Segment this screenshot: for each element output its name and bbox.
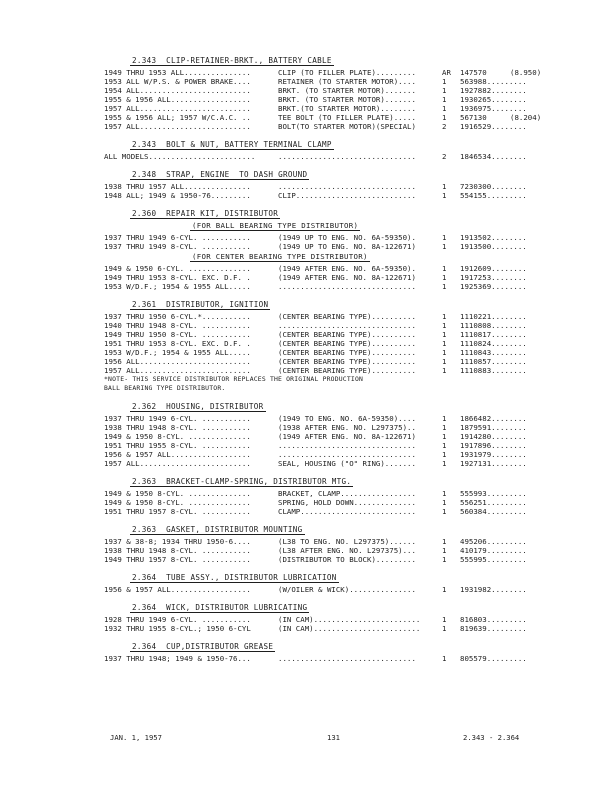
- part-number-cell: 1927882........: [460, 86, 527, 95]
- quantity-cell: 1: [442, 357, 447, 366]
- part-row: [104, 68, 564, 77]
- section-title: 2.364 WICK, DISTRIBUTOR LUBRICATING: [132, 603, 308, 612]
- section-heading: [104, 209, 564, 220]
- quantity-cell: 1: [442, 654, 447, 663]
- description-cell: RETAINER (TO STARTER MOTOR)....: [278, 77, 416, 86]
- quantity-cell: 1: [442, 366, 447, 375]
- parts-listing: [104, 56, 564, 672]
- part-row: [104, 182, 564, 191]
- part-row: [104, 122, 564, 131]
- part-number-cell: 1925369........: [460, 282, 527, 291]
- part-row: [104, 104, 564, 113]
- catalog-section: [104, 209, 564, 291]
- section-title-underline: [130, 486, 353, 487]
- part-number-cell: 1110843........: [460, 348, 527, 357]
- application-cell: 1937 THRU 1950 6-CYL.*...........: [104, 312, 251, 321]
- quantity-cell: 1: [442, 339, 447, 348]
- section-title: 2.363 BRACKET-CLAMP-SPRING, DISTRIBUTOR MTG.: [132, 477, 352, 486]
- application-cell: 1956 & 1957 ALL..................: [104, 585, 251, 594]
- application-cell: 1949 THRU 1957 8-CYL. ...........: [104, 555, 251, 564]
- quantity-cell: 1: [442, 432, 447, 441]
- quantity-cell: 1: [442, 498, 447, 507]
- section-heading: [104, 477, 564, 488]
- part-number-cell: 563988.........: [460, 77, 527, 86]
- section-heading: [104, 573, 564, 584]
- part-row: [104, 585, 564, 594]
- application-cell: 1938 THRU 1957 ALL...............: [104, 182, 251, 191]
- price-cell: (8.950): [510, 68, 542, 77]
- application-cell: 1953 W/D.F.; 1954 & 1955 ALL.....: [104, 348, 251, 357]
- part-number-cell: 1110817........: [460, 330, 527, 339]
- application-cell: 1948 ALL; 1949 & 1950-76.........: [104, 191, 251, 200]
- part-number-cell: 555993.........: [460, 489, 527, 498]
- part-row: [104, 432, 564, 441]
- application-cell: 1953 ALL W/P.S. & POWER BRAKE....: [104, 77, 251, 86]
- part-number-cell: 1917253........: [460, 273, 527, 282]
- description-cell: (CENTER BEARING TYPE)..........: [278, 330, 416, 339]
- quantity-cell: 1: [442, 441, 447, 450]
- quantity-cell: 1: [442, 423, 447, 432]
- part-row: [104, 489, 564, 498]
- catalog-section: [104, 642, 564, 663]
- description-cell: CLAMP..........................: [278, 507, 416, 516]
- part-number-cell: 819639.........: [460, 624, 527, 633]
- part-number-cell: 1110857........: [460, 357, 527, 366]
- application-cell: ALL MODELS........................: [104, 152, 256, 161]
- part-row: [104, 414, 564, 423]
- application-cell: 1953 W/D.F.; 1954 & 1955 ALL.....: [104, 282, 251, 291]
- description-cell: (CENTER BEARING TYPE)..........: [278, 348, 416, 357]
- block-subtitle-underline: [190, 230, 360, 231]
- description-cell: (CENTER BEARING TYPE)..........: [278, 312, 416, 321]
- description-cell: (DISTRIBUTOR TO BLOCK).........: [278, 555, 416, 564]
- footnote-line: *NOTE- THIS SERVICE DISTRIBUTOR REPLACES THE ORIGINAL PRODUCTION: [104, 375, 364, 383]
- application-cell: 1940 THRU 1948 8-CYL. ...........: [104, 321, 251, 330]
- part-row: [104, 95, 564, 104]
- section-heading: [104, 603, 564, 614]
- application-cell: 1951 THRU 1953 8-CYL. EXC. D.F. .: [104, 339, 251, 348]
- part-row: [104, 339, 564, 348]
- part-row: [104, 242, 564, 251]
- part-row: [104, 654, 564, 663]
- section-title-underline: [130, 149, 334, 150]
- application-cell: 1937 THRU 1949 6-CYL. ...........: [104, 414, 251, 423]
- description-cell: CLIP...........................: [278, 191, 416, 200]
- application-cell: 1949 & 1950 8-CYL. ..............: [104, 489, 251, 498]
- catalog-section: [104, 140, 564, 161]
- description-cell: ...............................: [278, 182, 416, 191]
- description-cell: (CENTER BEARING TYPE)..........: [278, 357, 416, 366]
- section-title: 2.343 BOLT & NUT, BATTERY TERMINAL CLAMP: [132, 140, 332, 149]
- description-cell: (CENTER BEARING TYPE)..........: [278, 366, 416, 375]
- part-number-cell: 1936975........: [460, 104, 527, 113]
- quantity-cell: 1: [442, 182, 447, 191]
- part-row: [104, 348, 564, 357]
- footer-section-range: 2.343 - 2.364: [463, 733, 520, 742]
- block-subtitle-underline: [190, 261, 370, 262]
- description-cell: ...............................: [278, 321, 416, 330]
- application-cell: 1954 ALL.........................: [104, 86, 251, 95]
- block-subtitle: (FOR CENTER BEARING TYPE DISTRIBUTOR): [192, 252, 368, 261]
- footer-page-number: 131: [327, 733, 340, 742]
- quantity-cell: 1: [442, 282, 447, 291]
- description-cell: BRKT.(TO STARTER MOTOR)........: [278, 104, 416, 113]
- part-number-cell: 495206.........: [460, 537, 527, 546]
- section-heading: [104, 140, 564, 151]
- part-row: [104, 441, 564, 450]
- part-number-cell: 816803.........: [460, 615, 527, 624]
- part-row: [104, 264, 564, 273]
- section-heading: [104, 402, 564, 413]
- part-row: [104, 537, 564, 546]
- part-row: [104, 113, 564, 122]
- quantity-cell: 2: [442, 152, 447, 161]
- description-cell: CLIP (TO FILLER PLATE).........: [278, 68, 416, 77]
- section-title: 2.343 CLIP-RETAINER-BRKT., BATTERY CABLE: [132, 56, 332, 65]
- description-cell: (IN CAM)........................: [278, 624, 421, 633]
- description-cell: BRKT. (TO STARTER MOTOR).......: [278, 95, 416, 104]
- part-row: [104, 450, 564, 459]
- quantity-cell: 1: [442, 459, 447, 468]
- description-cell: (L38 TO ENG. NO. L297375)......: [278, 537, 416, 546]
- part-number-cell: 1913500........: [460, 242, 527, 251]
- catalog-section: [104, 603, 564, 633]
- section-heading: [104, 300, 564, 311]
- part-row: [104, 357, 564, 366]
- quantity-cell: 1: [442, 555, 447, 564]
- quantity-cell: 1: [442, 546, 447, 555]
- quantity-cell: 1: [442, 104, 447, 113]
- quantity-cell: 1: [442, 95, 447, 104]
- part-number-cell: 1913502........: [460, 233, 527, 242]
- part-number-cell: 556251.........: [460, 498, 527, 507]
- part-number-cell: 555995.........: [460, 555, 527, 564]
- part-row: [104, 459, 564, 468]
- part-row: [104, 330, 564, 339]
- quantity-cell: 1: [442, 77, 447, 86]
- quantity-cell: 1: [442, 113, 447, 122]
- application-cell: 1957 ALL.........................: [104, 366, 251, 375]
- part-number-cell: 7230300........: [460, 182, 527, 191]
- part-number-cell: 1931979........: [460, 450, 527, 459]
- section-title-underline: [130, 218, 280, 219]
- application-cell: 1951 THRU 1957 8-CYL. ...........: [104, 507, 251, 516]
- part-number-cell: 1916529........: [460, 122, 527, 131]
- description-cell: ...............................: [278, 450, 416, 459]
- part-number-cell: 1110824........: [460, 339, 527, 348]
- description-cell: (1949 UP TO ENG. NO. 6A-59350).: [278, 233, 416, 242]
- section-title: 2.363 GASKET, DISTRIBUTOR MOUNTING: [132, 525, 303, 534]
- page-footer: [0, 733, 612, 743]
- catalog-section: [104, 525, 564, 564]
- part-number-cell: 554155.........: [460, 191, 527, 200]
- section-title-underline: [130, 65, 334, 66]
- description-cell: (1938 AFTER ENG. NO. L297375)..: [278, 423, 416, 432]
- section-title-underline: [130, 411, 266, 412]
- part-number-cell: 1930265........: [460, 95, 527, 104]
- catalog-section: [104, 170, 564, 200]
- quantity-cell: 1: [442, 585, 447, 594]
- application-cell: 1937 THRU 1948; 1949 & 1950-76...: [104, 654, 251, 663]
- block-subtitle: (FOR BALL BEARING TYPE DISTRIBUTOR): [192, 221, 359, 230]
- application-cell: 1949 THRU 1950 8-CYL. ...........: [104, 330, 251, 339]
- quantity-cell: 1: [442, 312, 447, 321]
- quantity-cell: 1: [442, 264, 447, 273]
- quantity-cell: 1: [442, 615, 447, 624]
- description-cell: (IN CAM)........................: [278, 615, 421, 624]
- part-row: [104, 423, 564, 432]
- quantity-cell: 1: [442, 242, 447, 251]
- quantity-cell: 1: [442, 86, 447, 95]
- part-row: [104, 555, 564, 564]
- description-cell: (1949 TO ENG. NO. 6A-59350)....: [278, 414, 416, 423]
- quantity-cell: 1: [442, 414, 447, 423]
- part-row: [104, 498, 564, 507]
- description-cell: ...............................: [278, 654, 416, 663]
- application-cell: 1957 ALL.........................: [104, 122, 251, 131]
- section-title-underline: [130, 651, 275, 652]
- application-cell: 1957 ALL.........................: [104, 459, 251, 468]
- part-row: [104, 86, 564, 95]
- description-cell: SEAL, HOUSING ("O" RING).......: [278, 459, 416, 468]
- part-number-cell: 1110221........: [460, 312, 527, 321]
- section-heading: [104, 525, 564, 536]
- catalog-section: [104, 477, 564, 516]
- section-title: 2.364 CUP,DISTRIBUTOR GREASE: [132, 642, 274, 651]
- part-row: [104, 282, 564, 291]
- application-cell: 1937 THRU 1949 8-CYL. ...........: [104, 242, 251, 251]
- quantity-cell: 2: [442, 122, 447, 131]
- quantity-cell: 1: [442, 233, 447, 242]
- application-cell: 1932 THRU 1955 8-CYL.; 1950 6-CYL: [104, 624, 251, 633]
- part-row: [104, 615, 564, 624]
- application-cell: 1956 & 1957 ALL..................: [104, 450, 251, 459]
- description-cell: BRKT. (TO STARTER MOTOR).......: [278, 86, 416, 95]
- application-cell: 1937 & 38-8; 1934 THRU 1950-6....: [104, 537, 251, 546]
- section-title-underline: [130, 179, 309, 180]
- application-cell: 1938 THRU 1948 8-CYL. ...........: [104, 423, 251, 432]
- section-title-underline: [130, 534, 305, 535]
- part-number-cell: 147570: [460, 68, 487, 77]
- description-cell: ...............................: [278, 282, 416, 291]
- application-cell: 1951 THRU 1955 8-CYL. ...........: [104, 441, 251, 450]
- description-cell: BRACKET, CLAMP.................: [278, 489, 416, 498]
- catalog-section: [104, 56, 564, 131]
- section-title-underline: [130, 582, 339, 583]
- section-title-underline: [130, 309, 270, 310]
- part-number-cell: 560384.........: [460, 507, 527, 516]
- description-cell: (1949 AFTER ENG. NO. 8A-122671): [278, 432, 416, 441]
- description-cell: SPRING, HOLD DOWN..............: [278, 498, 416, 507]
- application-cell: 1949 & 1950 8-CYL. ..............: [104, 432, 251, 441]
- section-title: 2.364 TUBE ASSY., DISTRIBUTOR LUBRICATION: [132, 573, 337, 582]
- part-number-cell: 1879591........: [460, 423, 527, 432]
- catalog-section: [104, 300, 564, 393]
- application-cell: 1949 THRU 1953 8-CYL. EXC. D.F. .: [104, 273, 251, 282]
- part-number-cell: 1927131........: [460, 459, 527, 468]
- section-title-underline: [130, 612, 309, 613]
- application-cell: 1949 THRU 1953 ALL...............: [104, 68, 251, 77]
- application-cell: 1949 & 1950 8-CYL. ..............: [104, 498, 251, 507]
- price-cell: (8.204): [510, 113, 542, 122]
- part-row: [104, 273, 564, 282]
- application-cell: 1956 ALL.........................: [104, 357, 251, 366]
- description-cell: (1949 UP TO ENG. NO. 8A-122671): [278, 242, 416, 251]
- quantity-cell: 1: [442, 321, 447, 330]
- part-number-cell: 1110808........: [460, 321, 527, 330]
- quantity-cell: 1: [442, 537, 447, 546]
- footnote-line: BALL BEARING TYPE DISTRIBUTOR.: [104, 384, 226, 392]
- section-title: 2.348 STRAP, ENGINE TO DASH GROUND: [132, 170, 308, 179]
- application-cell: 1928 THRU 1949 6-CYL. ...........: [104, 615, 251, 624]
- description-cell: (1949 AFTER ENG. NO. 6A-59350).: [278, 264, 416, 273]
- catalog-section: [104, 402, 564, 468]
- application-cell: 1949 & 1950 6-CYL. ..............: [104, 264, 251, 273]
- part-row: [104, 152, 564, 161]
- part-number-cell: 1846534........: [460, 152, 527, 161]
- part-row: [104, 507, 564, 516]
- part-number-cell: 1866482........: [460, 414, 527, 423]
- block-subheading: [104, 252, 564, 263]
- application-cell: 1955 & 1956 ALL..................: [104, 95, 251, 104]
- quantity-cell: 1: [442, 348, 447, 357]
- part-row: [104, 624, 564, 633]
- part-number-cell: 805579.........: [460, 654, 527, 663]
- description-cell: (CENTER BEARING TYPE)..........: [278, 339, 416, 348]
- section-heading: [104, 56, 564, 67]
- quantity-cell: 1: [442, 489, 447, 498]
- application-cell: 1937 THRU 1949 6-CYL. ...........: [104, 233, 251, 242]
- part-number-cell: 1912609........: [460, 264, 527, 273]
- catalog-section: [104, 573, 564, 594]
- part-row: [104, 546, 564, 555]
- description-cell: (W/OILER & WICK)...............: [278, 585, 416, 594]
- part-number-cell: 410179.........: [460, 546, 527, 555]
- quantity-cell: 1: [442, 507, 447, 516]
- section-title: 2.361 DISTRIBUTOR, IGNITION: [132, 300, 269, 309]
- part-row: [104, 191, 564, 200]
- description-cell: (L38 AFTER ENG. NO. L297375)...: [278, 546, 416, 555]
- part-number-cell: 1914280........: [460, 432, 527, 441]
- part-row: [104, 312, 564, 321]
- footer-date: JAN. 1, 1957: [110, 733, 162, 742]
- description-cell: TEE BOLT (TO FILLER PLATE).....: [278, 113, 416, 122]
- application-cell: 1938 THRU 1948 8-CYL. ...........: [104, 546, 251, 555]
- section-heading: [104, 642, 564, 653]
- part-number-cell: 1917896........: [460, 441, 527, 450]
- part-row: [104, 233, 564, 242]
- part-number-cell: 1110883........: [460, 366, 527, 375]
- description-cell: BOLT(TO STARTER MOTOR)(SPECIAL): [278, 122, 416, 131]
- quantity-cell: 1: [442, 191, 447, 200]
- application-cell: 1957 ALL.........................: [104, 104, 251, 113]
- part-number-cell: 567130: [460, 113, 487, 122]
- quantity-cell: AR: [442, 68, 451, 77]
- block-subheading: [104, 221, 564, 232]
- quantity-cell: 1: [442, 450, 447, 459]
- part-number-cell: 1931982........: [460, 585, 527, 594]
- section-title: 2.362 HOUSING, DISTRIBUTOR: [132, 402, 264, 411]
- description-cell: ...............................: [278, 441, 416, 450]
- description-cell: (1949 AFTER ENG. NO. 8A-122671): [278, 273, 416, 282]
- quantity-cell: 1: [442, 330, 447, 339]
- part-row: [104, 321, 564, 330]
- quantity-cell: 1: [442, 624, 447, 633]
- section-title: 2.360 REPAIR KIT, DISTRIBUTOR: [132, 209, 279, 218]
- description-cell: ...............................: [278, 152, 416, 161]
- quantity-cell: 1: [442, 273, 447, 282]
- part-row: [104, 366, 564, 375]
- section-heading: [104, 170, 564, 181]
- application-cell: 1955 & 1956 ALL; 1957 W/C.A.C. ..: [104, 113, 251, 122]
- part-row: [104, 77, 564, 86]
